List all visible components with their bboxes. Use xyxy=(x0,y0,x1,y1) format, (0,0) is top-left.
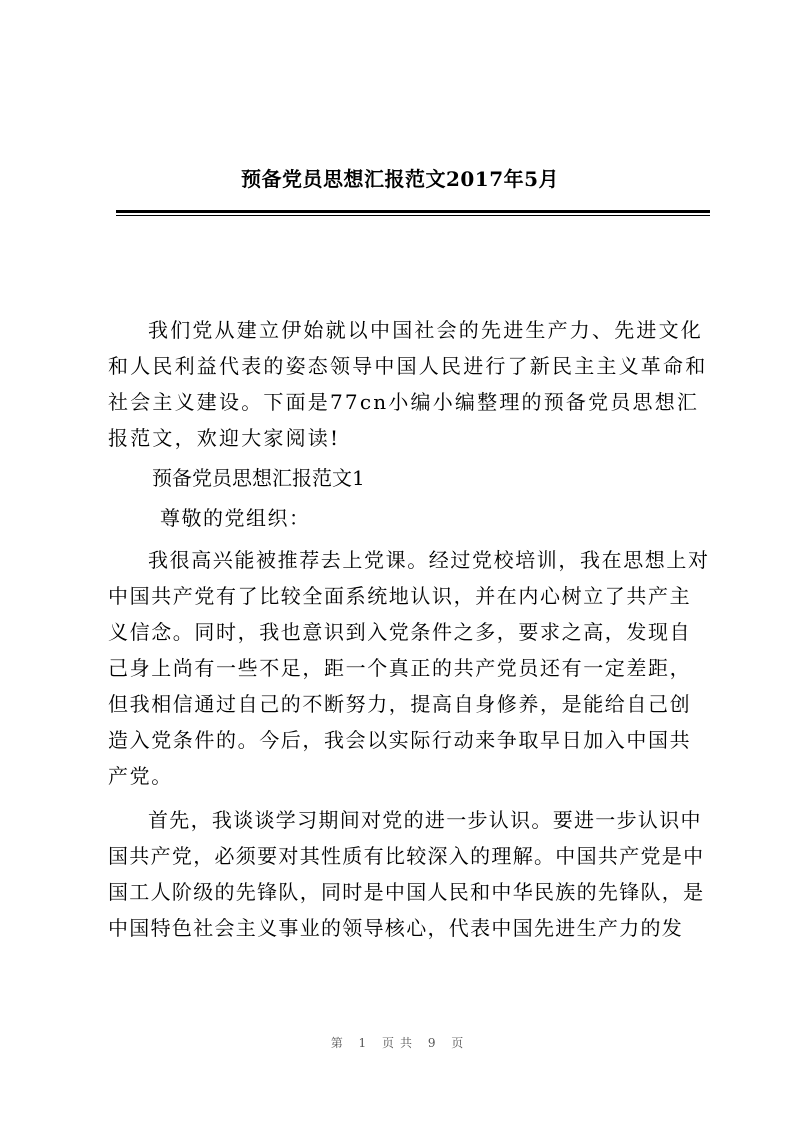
title-divider xyxy=(116,210,710,216)
body-paragraph: 首先，我谈谈学习期间对党的进一步认识。要进一步认识中国共产党，必须要对其性质有比较深入的理解。中国共产党是中国工人阶级的先锋队，同时是中国人民和中华民族的先锋队，是中国特色社会主义事业的领导核心，代表中国先进生产力的发 xyxy=(108,808,705,940)
page-number-footer: 第 1 页共 9 页 xyxy=(330,1036,470,1050)
body-paragraph: 我很高兴能被推荐去上党课。经过党校培训，我在思想上对中国共产党有了比较全面系统地认识，并在内心树立了共产主义信念。同时，我也意识到入党条件之多，要求之高，发现自己身上尚有一些不足，距一个真正的共产党员还有一定差距，但我相信通过自己的不断努力，提高自身修养，是能给自己创造入党条件的。今后，我会以实际行动来争取早日加入中国共产党。 xyxy=(108,548,710,788)
salutation: 尊敬的党组织： xyxy=(160,506,311,530)
document-title: 预备党员思想汇报范文2017年5月 xyxy=(240,167,560,191)
document-body xyxy=(108,312,712,946)
section-heading: 预备党员思想汇报范文1 xyxy=(152,466,365,490)
intro-paragraph: 我们党从建立伊始就以中国社会的先进生产力、先进文化和人民利益代表的姿态领导中国人民进行了新民主主义革命和社会主义建设。下面是77cn小编小编整理的预备党员思想汇报范文，欢迎大家阅读! xyxy=(108,318,708,450)
